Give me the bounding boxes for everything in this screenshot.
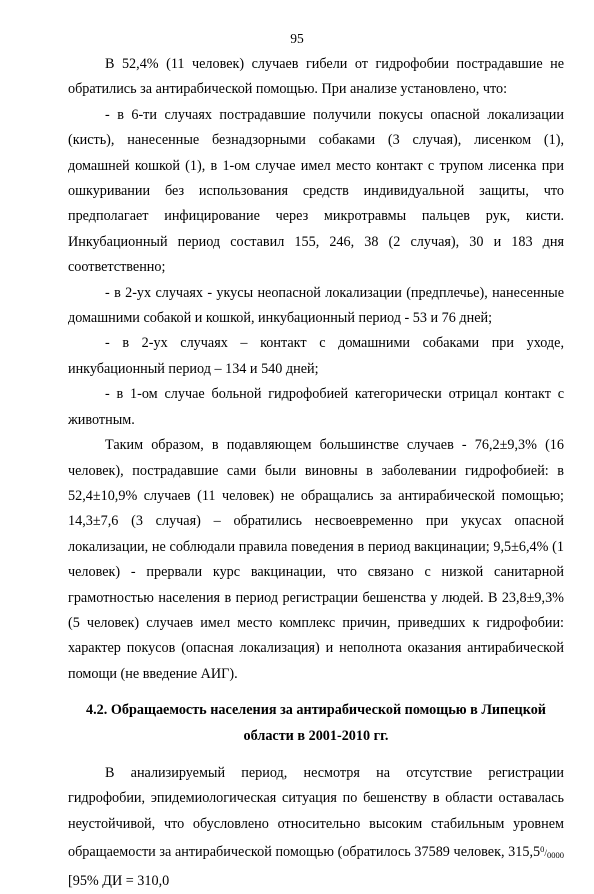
paragraph-7: [68, 761, 564, 894]
section-heading: [68, 698, 564, 749]
paragraph-7-text: В анализируемый период, несмотря на отсутствие регистрации гидрофобии, эпидемиологическая ситуация по бешенству в области оставалась неустойчивой, что обусловлено относительно высоким стабильным уровнем обращаемости за антирабической помощью (обратилось 37589 человек, 315,5: [68, 764, 564, 861]
paragraph-3: - в 2-ух случаях - укусы неопасной локализации (предплечье), нанесенные домашними собакой и кошкой, инкубационный период - 53 и 76 дней;: [68, 284, 564, 327]
paragraph-4: - в 2-ух случаях – контакт с домашними собаками при уходе, инкубационный период – 134 и 540 дней;: [68, 335, 564, 377]
paragraph-7-tail: [95% ДИ = 310,0: [68, 872, 170, 889]
body-text: [68, 52, 564, 894]
section-heading-line-1: 4.2. Обращаемость населения за антирабической помощью в Липецкой: [86, 702, 546, 719]
frac-denominator: 0000: [547, 850, 564, 861]
paragraph-1: В 52,4% (11 человек) случаев гибели от гидрофобии пострадавшие не обратились за антирабической помощью. При анализе установлено, что:: [68, 56, 564, 98]
section-heading-line-2: области в 2001-2010 гг.: [243, 727, 389, 744]
paragraph-2: - в 6-ти случаях пострадавшие получили покусы опасной локализации (кисть), нанесенные безнадзорными собаками (3 случая), лисенком (1), домашней кошкой (1), в 1-ом случае имел место контакт с трупом лисенка при ошкуривании без использования средств индивидуальной защиты, что предполагает инфицирование через микротравмы пальцев рук, кисти. Инкубационный период составил 155, 246, 38 (2 случая), 30 и 183 дня соответственно;: [68, 106, 564, 276]
paragraph-6: Таким образом, в подавляющем большинстве случаев - 76,2±9,3% (16 человек), пострадавшие сами были виновны в заболевании гидрофобией: в 52,4±10,9% случаев (11 человек) не обращались за антирабической помощью; 14,3±7,6 (3 случая) – обратились несвоевременно при укусах опасной локализации, не соблюдали правила поведения в период вакцинации; 9,5±6,4% (1 человек) - прервали курс вакцинации, что связано с низкой санитарной грамотностью населения в период регистрации бешенства у людей. В 23,8±9,3% (5 человек) случаев имел место комплекс причин, приведших к гидрофобии: характер покусов (опасная локализация) и неполнота оказания антирабической помощи (не введение АИГ).: [68, 437, 564, 682]
per-hundred-thousand-sign: [540, 844, 564, 861]
frac-numerator: 0: [540, 844, 545, 855]
page-number: 95: [290, 31, 304, 46]
paragraph-5: - в 1-ом случае больной гидрофобией категорически отрицал контакт с животным.: [68, 386, 564, 428]
heading-spacer: [68, 749, 564, 761]
frac-slash: /: [544, 849, 547, 860]
